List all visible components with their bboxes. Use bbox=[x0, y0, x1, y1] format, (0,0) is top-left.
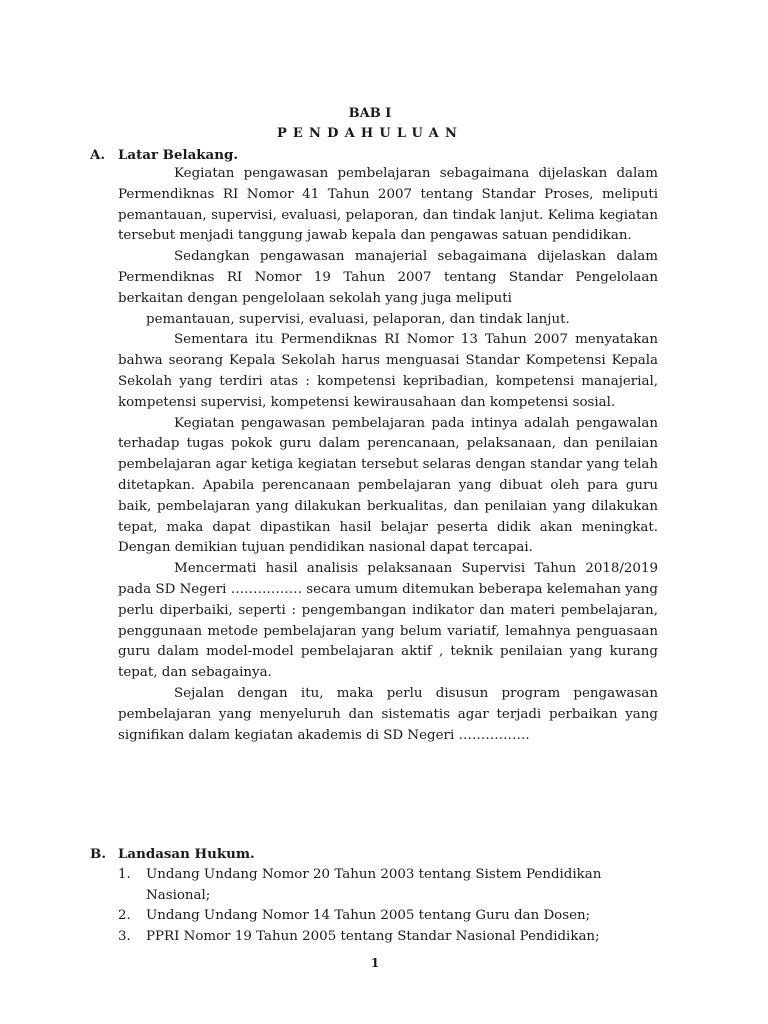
list-item-text: Undang Undang Nomor 14 Tahun 2005 tentang Guru dan Dosen; bbox=[146, 908, 591, 924]
paragraph-3: Sementara itu Permendiknas RI Nomor 13 Tahun 2007 menyatakan bahwa seorang Kepala Sekolah harus menguasai Standar Kompetensi Kepala Sekolah yang terdiri atas : kompetensi kepribadian, kompetensi manajerial, kompetensi supervisi, kompetensi kewirausahaan dan kompetensi sosial. bbox=[118, 332, 658, 410]
list-item bbox=[118, 927, 658, 948]
paragraph-2: Sedangkan pengawasan manajerial sebagaimana dijelaskan dalam Permendiknas RI Nomor 19 Tahun 2007 tentang Standar Pengelolaan berkaitan dengan pengelolaan sekolah yang juga meliputi bbox=[118, 249, 658, 306]
section-a-body bbox=[118, 164, 658, 746]
list-item-number: 2. bbox=[118, 908, 131, 924]
section-b-letter: B. bbox=[90, 846, 106, 862]
list-item-text: PPRI Nomor 19 Tahun 2005 tentang Standar Nasional Pendidikan; bbox=[146, 928, 600, 944]
paragraph-2-continuation: pemantauan, supervisi, evaluasi, pelaporan, dan tindak lanjut. bbox=[146, 311, 570, 327]
legal-basis-list bbox=[118, 865, 658, 947]
paragraph-6: Sejalan dengan itu, maka perlu disusun program pengawasan pembelajaran yang menyeluruh dan sistematis agar terjadi perbaikan yang signifikan dalam kegiatan akademis di SD Negeri ……………. bbox=[118, 685, 658, 743]
list-item-text: Undang Undang Nomor 20 Tahun 2003 tentang Sistem Pendidikan Nasional; bbox=[146, 867, 602, 903]
list-item-number: 1. bbox=[118, 867, 131, 882]
paragraph-1: Kegiatan pengawasan pembelajaran sebagaimana dijelaskan dalam Permendiknas RI Nomor 41 Tahun 2007 tentang Standar Proses, meliputi pemantauan, supervisi, evaluasi, pelaporan, dan tindak lanjut. Kelima kegiatan tersebut menjadi tanggung jawab kepala dan pengawas satuan pendidikan. bbox=[118, 166, 658, 244]
paragraph-4: Kegiatan pengawasan pembelajaran pada intinya adalah pengawalan terhadap tugas pokok guru dalam perencanaan, pelaksanaan, dan penilaian pembelajaran agar ketiga kegiatan tersebut selaras dengan standar yang telah ditetapkan. Apabila perencanaan pembelajaran yang dibuat oleh para guru baik, pembelajaran yang dilakukan berkualitas, dan penilaian yang dilakukan tepat, maka dapat dipastikan hasil belajar peserta didik akan meningkat. Dengan demikian tujuan pendidikan nasional dapat tercapai. bbox=[118, 415, 658, 556]
section-a-heading bbox=[90, 147, 238, 163]
list-item-number: 3. bbox=[118, 928, 131, 944]
section-a-title: Latar Belakang. bbox=[118, 147, 238, 163]
section-b-title: Landasan Hukum. bbox=[118, 846, 255, 862]
paragraph-5: Mencermati hasil analisis pelaksanaan Supervisi Tahun 2018/2019 pada SD Negeri ……………. secara umum ditemukan beberapa kelemahan yang perlu diperbaiki, seperti : pengembangan indikator dan materi pembelajaran, penggunaan metode pembelajaran yang belum variatif, lemahnya penguasaan guru dalam model-model pembelajaran aktif , teknik penilaian yang kurang tepat, dan sebagainya. bbox=[118, 561, 658, 681]
list-item bbox=[118, 906, 658, 927]
section-a-letter: A. bbox=[90, 147, 106, 163]
chapter-label: BAB I bbox=[348, 106, 392, 121]
section-b-heading bbox=[90, 846, 255, 862]
page-number: 1 bbox=[370, 956, 380, 970]
chapter-title: PENDAHULUAN bbox=[276, 126, 464, 141]
list-item bbox=[118, 865, 658, 906]
